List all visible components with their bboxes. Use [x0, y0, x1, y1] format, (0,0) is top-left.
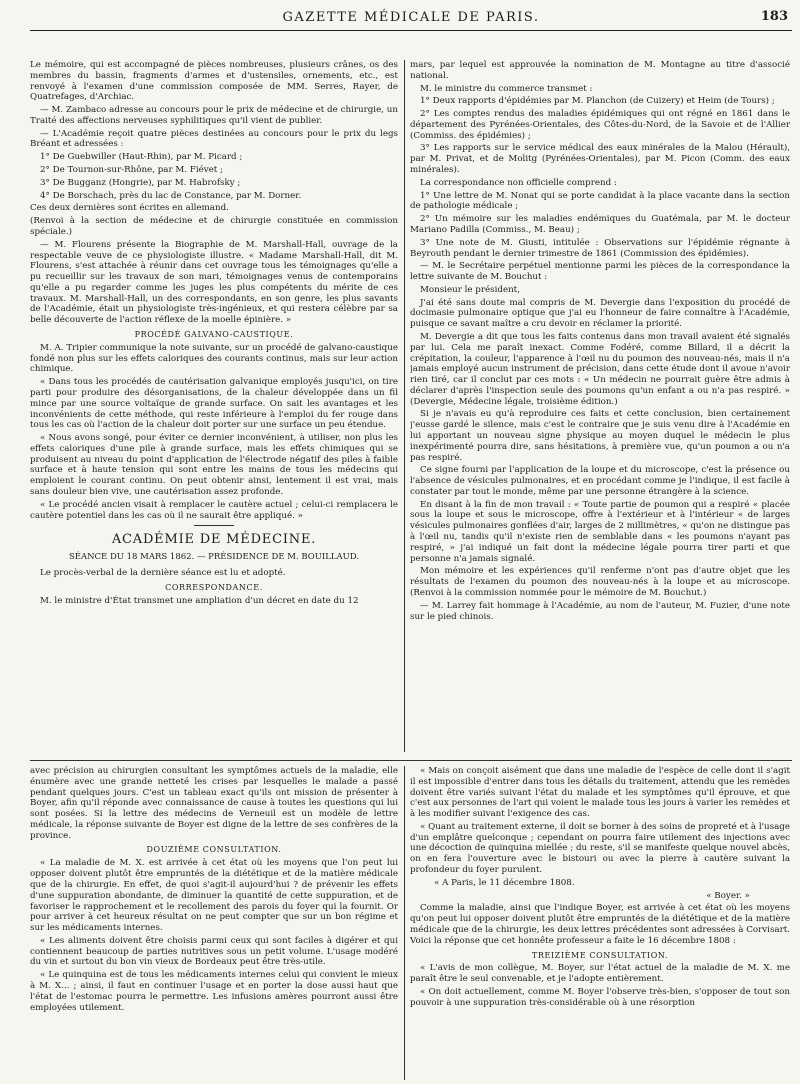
- paragraph: Ces deux dernières sont écrites en allemand.: [30, 203, 229, 214]
- paragraph: — M. Larrey fait hommage à l'Académie, au nom de l'auteur, M. Fuzier, d'une note sur le pied chinois.: [410, 600, 790, 622]
- seance-line: SÉANCE DU 18 MARS 1862. — PRÉSIDENCE DE M. BOUILLAUD.: [68, 552, 360, 563]
- newspaper-title: GAZETTE MÉDICALE DE PARIS.: [282, 10, 540, 25]
- left-top-paragraphs: [30, 60, 398, 326]
- list-item: 1° Deux rapports d'épidémies par M. Planchon (de Cuizery) et Heim (de Tours) ;: [420, 96, 775, 107]
- list-item: 1° Une lettre de M. Nonat qui se porte candidat à la place vacante dans la section de pathologie médicale ;: [410, 190, 790, 212]
- paragraph: « Quant au traitement externe, il doit se borner à des soins de propreté et à l'usage d'un emplâtre quelconque ; cependant on pourra faire utilement des injections avec une décoction de quinquina miellée ; du reste, s'il se manifeste quelque nouvel abcès, on en fera l'ouverture avec le bistouri ou avec la pierre à cautère suivant la profondeur du foyer purulent.: [410, 821, 790, 876]
- page-header: [30, 6, 792, 31]
- paragraph: « Dans tous les procédés de cautérisation galvanique employés jusqu'ici, on tire parti pour produire des désorganisations, de la chaleur développée dans un fil mince par une source voltaïque de grande surface. On sait les avantages et les inconvénients de cette méthode, qui reste inférieure à l'emploi du fer rouge dans tous les cas où l'action de la chaleur doit porter sur une surface un peu étendue.: [30, 377, 398, 431]
- paragraph: « Le quinquina est de tous les médicaments internes celui qui convient le mieux à M. X... ; ainsi, il faut en continuer l'usage et en porter la dose aussi haut que l'état de l'estomac pourra le permettre. Les infusions amères pourront aussi être employées utilement.: [30, 970, 398, 1013]
- list-item: 1° De Guebwiller (Haut-Rhin), par M. Picard ;: [40, 152, 243, 163]
- column-divider: [404, 60, 405, 752]
- paragraph: — M. Flourens présente la Biographie de M. Marshall-Hall, ouvrage de la respectable veuve de ce physiologiste illustre. « Madame Marshall-Hall, dit M. Flourens, s'est attachée à réunir dans cet ouvrage tous les témoignages qu'elle a pu recueillir sur les travaux de son mari, témoignages venus de contemporains qu'elle a pu regarder comme les juges les plus compétents du mérite de ces travaux. M. Marshall-Hall, un des correspondants, en son genre, les plus savants de l'Académie, était un physiologiste très-ingénieux, et qui restera célèbre par sa belle découverte de l'action réflexe de la moelle épinière. »: [30, 239, 398, 326]
- paragraph: — L'Académie reçoit quatre pièces destinées au concours pour le prix du legs Bréant et adressées :: [30, 128, 398, 150]
- paragraph: « Nous avons songé, pour éviter ce dernier inconvénient, à utiliser, non plus les effets caloriques d'une pile à grande surface, mais les effets chimiques qui se produisent au niveau du point d'application de l'électrode négatif des piles à faible surface et à haute tension qui sont entre les mains de tous les médecins qui emploient le courant continu. On peut obtenir ainsi, lentement il est vrai, mais sans douleur bien vive, une cautérisation assez profonde.: [30, 433, 398, 498]
- upper-right-column: [410, 60, 790, 752]
- list-item: 3° Une note de M. Giusti, intitulée : Observations sur l'épidémie régnante à Beyrouth pendant le dernier trimestre de 1861 (Commission des épidémies).: [410, 237, 790, 259]
- list-item: 3° Les rapports sur le service médical des eaux minérales de la Malou (Hérault), par M. Privat, et de Molitg (Pyrénées-Orientales), par M. Picon (Comm. des eaux minérales).: [410, 143, 790, 176]
- section-title-treizieme: TREIZIÈME CONSULTATION.: [531, 950, 669, 960]
- paragraph: « Mais on conçoit aisément que dans une maladie de l'espèce de celle dont il s'agit il est impossible d'entrer dans tous les détails du traitement, attendu que les remèdes doivent être variés suivant l'état du malade et les symptômes qu'il éprouve, et que c'est aux personnes de l'art qui voient le malade tous les jours à varier les remèdes et à les modifier suivant l'exigence des cas.: [410, 766, 790, 820]
- paragraph: mars, par lequel est approuvée la nomination de M. Montagne au titre d'associé national.: [410, 60, 790, 81]
- paragraph: « Les aliments doivent être choisis parmi ceux qui sont faciles à digérer et qui contiennent beaucoup de parties nutritives sous un petit volume. L'usage modéré du vin et surtout du bon vin vieux de Bordeaux peut être très-utile.: [30, 935, 398, 968]
- academie-title: ACADÉMIE DE MÉDECINE.: [111, 532, 317, 548]
- paragraph: Si je n'avais eu qu'à reproduire ces faits et cette conclusion, bien certainement j'eusse gardé le silence, mais c'est le contraire que je suis venu dire à l'Académie en lui apportant un nouveau signe physique au moyen duquel le médecin le plus inexpérimenté pourra dire, sans hésitations, à première vue, qu'un poumon a ou n'a pas respiré.: [410, 409, 790, 463]
- paragraph: En disant à la fin de mon travail : « Toute partie de poumon qui a respiré « placée sous la loupe et sous le microscope, offre à l'extérieur et à l'intérieur « de larges vésicules pulmonaires gonflées d'air, larges de 2 millimètres, « qu'on ne distingue pas à l'œil nu, tandis qu'il n'existe rien de semblable dans « les poumons n'ayant pas respiré, » j'ai indiqué un fait dont la médecine légale pourra tirer parti et que personne n'a jamais signalé.: [410, 499, 790, 564]
- list-item: 4° De Borschach, près du lac de Constance, par M. Dorner.: [40, 190, 302, 201]
- lower-right-column: [410, 766, 790, 1080]
- list-item: 2° Les comptes rendus des maladies épidémiques qui ont régné en 1861 dans le département des Pyrénées-Orientales, des Côtes-du-Nord, de la Savoie et de l'Allier (Commiss. des épidémies) ;: [410, 109, 790, 141]
- paragraph: M. le ministre du commerce transmet :: [420, 83, 593, 94]
- paragraph: M. le ministre d'État transmet une ampliation d'un décret en date du 12: [40, 595, 359, 606]
- section-title-correspondance: CORRESPONDANCE.: [165, 582, 263, 592]
- list-item: 2° Un mémoire sur les maladies endémiques du Guatémala, par M. le docteur Mariano Padilla (Commiss., M. Beau) ;: [410, 214, 790, 235]
- paragraph: Comme la maladie, ainsi que l'indique Boyer, est arrivée à cet état où les moyens qu'on peut lui opposer doivent plutôt être empruntés de la diététique et de la matière médicale que de la chirurgie, les deux lettres précédentes sont adressées à Corvisart. Voici la réponse que cet honnête professeur a faite le 16 décembre 1808 :: [410, 903, 790, 946]
- paragraph: avec précision au chirurgien consultant les symptômes actuels de la maladie, elle énumère avec une grande netteté les crises par lesquelles le malade a passé pendant quelques jours. C'est un tableau exact qu'ils ont mission de présenter à Boyer, afin qu'il réponde avec connaissance de cause à toutes les questions qui lui sont posées. Si la lettre des médecins de Verneuil est un modèle de lettre médicale, la réponse suivante de Boyer est digne de la lettre de ses confrères de la province.: [30, 766, 398, 841]
- paragraph: — M. Zambaco adresse au concours pour le prix de médecine et de chirurgie, un Traité des affections nerveuses syphilitiques qu'il vient de publier.: [30, 105, 398, 126]
- paragraph: J'ai été sans doute mal compris de M. Devergie dans l'exposition du procédé de docimasie pulmonaire optique que j'ai eu l'honneur de faire connaître à l'Académie, puisque ce savant maître a cru devoir en réclamer la priorité.: [410, 297, 790, 330]
- galvano-paragraphs: [30, 343, 398, 522]
- list-item: 2° De Tournon-sur-Rhône, par M. Fiévet ;: [40, 165, 223, 176]
- list-item: 3° De Bugganz (Hongrie), par M. Habrofsky ;: [40, 177, 241, 188]
- column-divider-bottom: [404, 766, 405, 1080]
- paragraph: Mon mémoire et les expériences qu'il renferme n'ont pas d'autre objet que les résultats de l'examen du poumon des nouveau-nés à la loupe et au microscope. (Renvoi à la commission nommée pour le mémoire de M. Bouchut.): [410, 566, 790, 598]
- paragraph: (Renvoi à la section de médecine et de chirurgie constituée en commission spéciale.): [30, 216, 398, 237]
- lower-left-column: [30, 766, 398, 1080]
- upper-left-column: [30, 60, 398, 752]
- section-title-douzieme: DOUZIÈME CONSULTATION.: [146, 845, 282, 855]
- section-title-galvano: PROCÉDÉ GALVANO-CAUSTIQUE.: [134, 329, 294, 339]
- paragraph: « On doit actuellement, comme M. Boyer l'observe très-bien, s'opposer de tout son pouvoir à une suppuration très-considérable où à une résorption: [410, 986, 790, 1008]
- date-line: « A Paris, le 11 décembre 1808.: [434, 877, 575, 888]
- paragraph: M. Devergie a dit que tous les faits contenus dans mon travail avaient été signalés par lui. Cela me paraît inexact. Comme Fodéré, comme Billard, il a décrit la crépitation, la couleur, l'apparence à l'œil nu du poumon des nouveau-nés, mais il n'a jamais employé aucun instrument de précision, dans cette étude dont il avoue n'avoir rien tiré, car il conclut par ces mots : « Un médecin ne pourrait guère être admis à déclarer d'après l'inspection seule des poumons qu'un enfant a ou n'a pas respiré. » (Devergie, Médecine légale, troisième édition.): [410, 331, 790, 407]
- paragraph: Le procès-verbal de la dernière séance est lu et adopté.: [40, 568, 286, 579]
- paragraph: — M. le Secrétaire perpétuel mentionne parmi les pièces de la correspondance la lettre suivante de M. Bouchut :: [410, 261, 790, 283]
- paragraph: « La maladie de M. X. est arrivée à cet état où les moyens que l'on peut lui opposer doivent plutôt être empruntés de la diététique et de la matière médicale que de la chirurgie. En effet, de quoi s'agit-il aujourd'hui ? de prévenir les effets d'une suppuration abondante, de diminuer la quantité de cette suppuration, et de favoriser le rapprochement et le recollement des parois du foyer qui la fournit. Or pour arriver à cet heureux résultat on ne peut compter que sur un bon régime et sur les médicaments internes.: [30, 858, 398, 934]
- paragraph: La correspondance non officielle comprend :: [420, 177, 617, 188]
- feuilleton-divider: [30, 760, 792, 761]
- paragraph: « L'avis de mon collègue, M. Boyer, sur l'état actuel de la maladie de M. X. me paraît être le seul convenable, et je l'adopte entièrement.: [410, 963, 790, 985]
- salutation: Monsieur le président,: [420, 284, 520, 295]
- paragraph: Le mémoire, qui est accompagné de pièces nombreuses, plusieurs crânes, os des membres du bassin, fragments d'armes et d'ustensiles, ornements, etc., est renvoyé à l'examen d'une commission composée de MM. Serres, Rayer, de Quatrefages, d'Archiac.: [30, 60, 398, 103]
- divider: [194, 525, 234, 526]
- page-number: 183: [760, 9, 788, 24]
- paragraph: M. A. Tripier communique la note suivante, sur un procédé de galvano-caustique fondé non plus sur les effets caloriques des courants continus, mais sur leur action chimique.: [30, 342, 398, 375]
- signature-line: « Boyer. »: [706, 890, 750, 901]
- paragraph: Ce signe fourni par l'application de la loupe et du microscope, c'est la présence ou l'absence de vésicules pulmonaires, et en procédant comme je l'indique, il est facile à constater par tout le monde, même par une personne étrangère à la science.: [410, 465, 790, 497]
- paragraph: « Le procédé ancien visait à remplacer le cautère actuel ; celui-ci remplacera le cautère potentiel dans les cas où il ne saurait être appliqué. »: [30, 499, 398, 521]
